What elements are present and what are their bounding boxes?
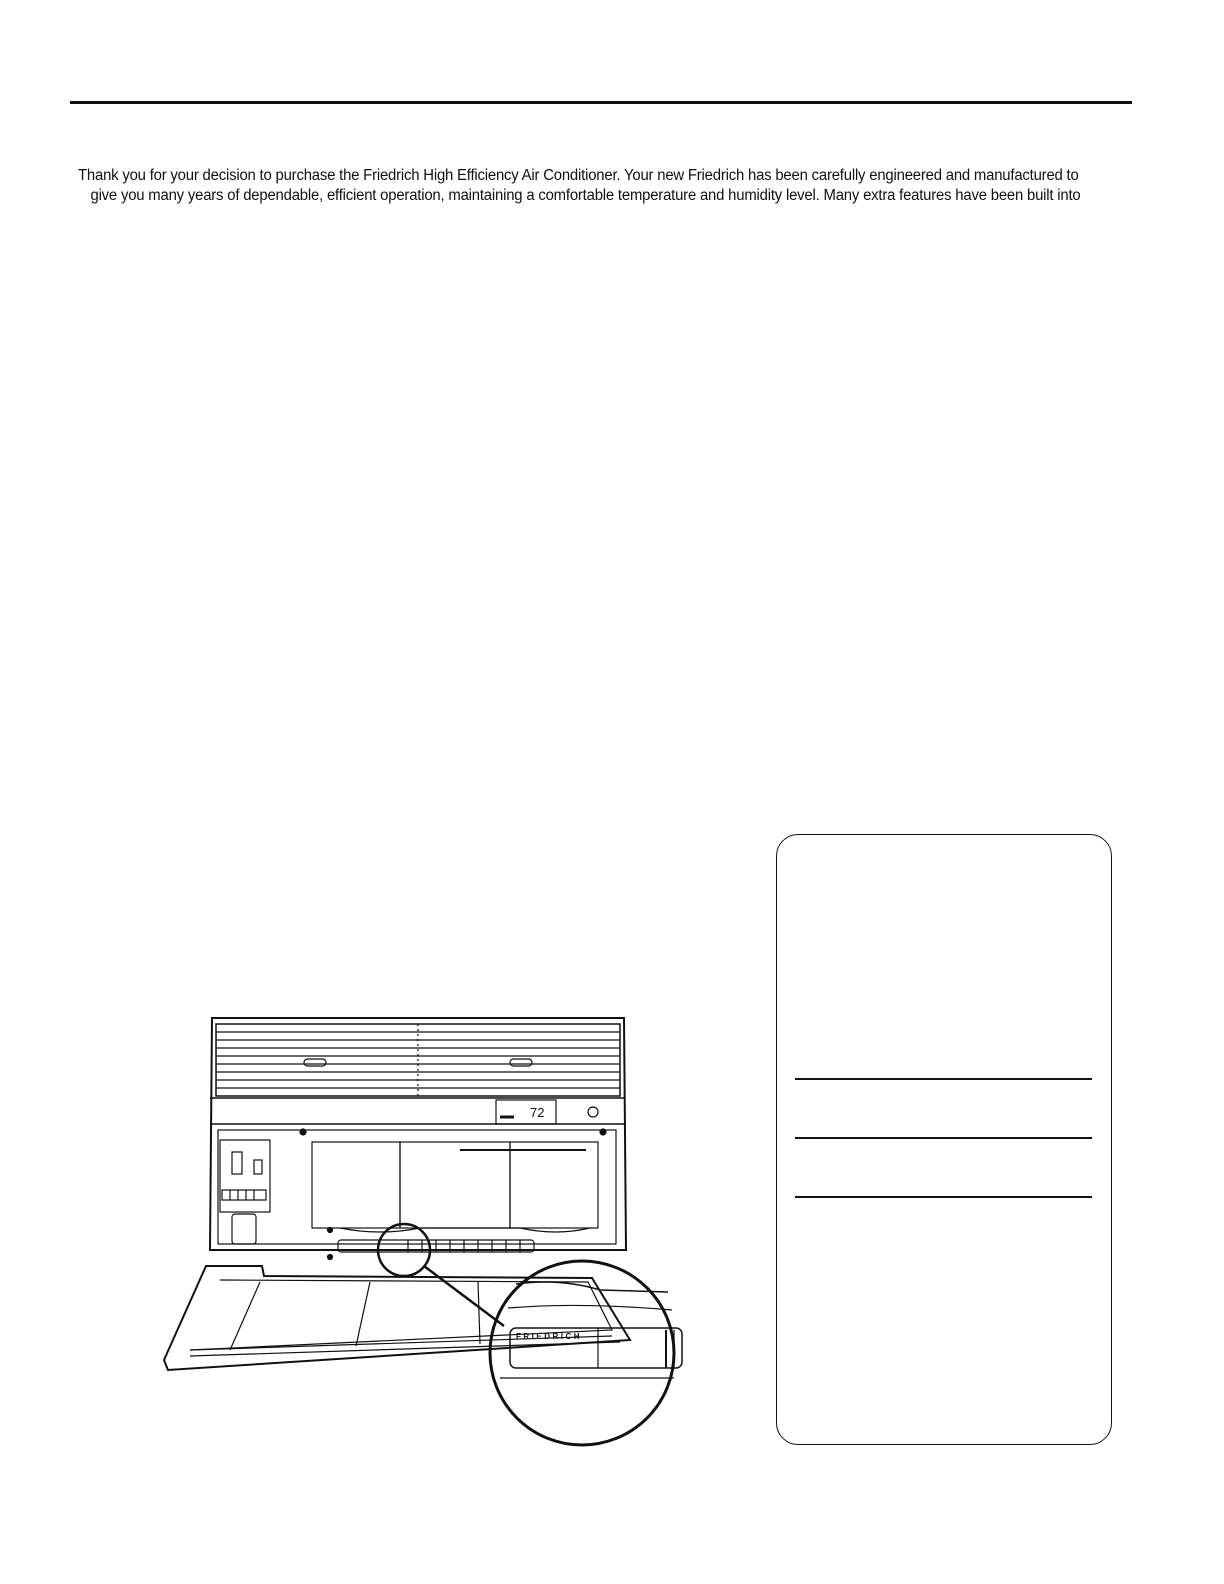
- header-rule: [70, 101, 1132, 104]
- info-box-rule-3: [795, 1196, 1092, 1198]
- thermostat-display-value: 72: [530, 1105, 545, 1120]
- info-box: [776, 834, 1112, 1445]
- intro-paragraph: [78, 166, 1103, 206]
- intro-line-1: Thank you for your decision to purchase the Friedrich High Efficiency Air Conditioner. Your new Friedrich has been carefully engineered and manufactured to: [78, 167, 1079, 184]
- intro-line-2: give you many years of dependable, efficient operation, maintaining a comfortable temperature and humidity level. Many extra features have been built into: [90, 187, 1081, 204]
- nameplate-brand-text: FRIEDRICH: [516, 1332, 583, 1341]
- air-conditioner-drawing: [160, 1010, 700, 1450]
- info-box-rule-2: [795, 1137, 1092, 1139]
- air-conditioner-illustration: [160, 1010, 700, 1450]
- info-box-rule-1: [795, 1078, 1092, 1080]
